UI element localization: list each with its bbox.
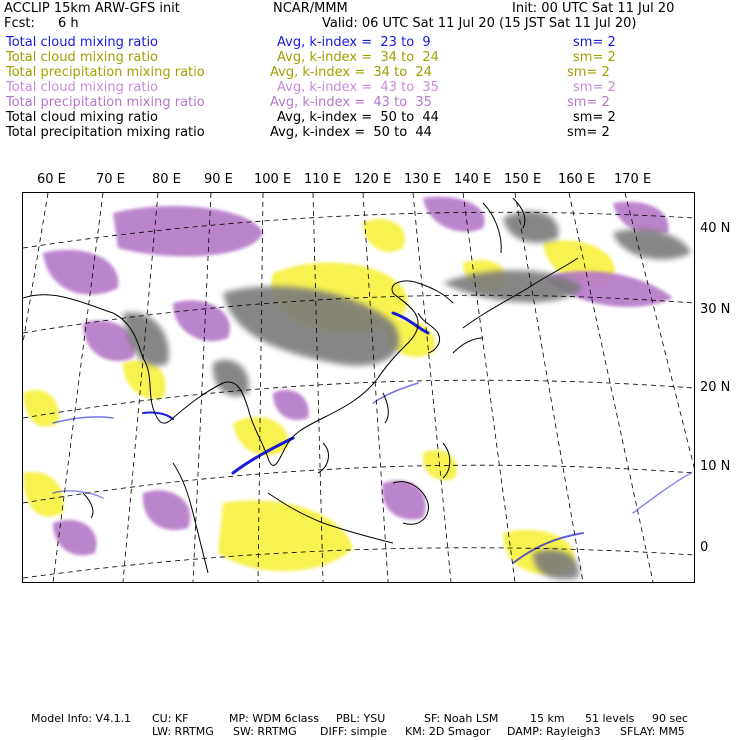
lat-label-10n: 10 N: [700, 459, 731, 474]
lon-label-100e: 100 E: [254, 172, 292, 187]
footer-damp: DAMP: Rayleigh3: [507, 725, 601, 738]
legend-field-2: Total cloud mixing ratio: [6, 50, 159, 65]
init-time: Init: 00 UTC Sat 11 Jul 20: [512, 1, 675, 16]
footer-dt: 90 sec: [652, 712, 689, 725]
legend-sm-6: sm= 2: [573, 110, 616, 125]
title-center: NCAR/MMM: [273, 1, 348, 16]
footer-sflay: SFLAY: MM5: [620, 725, 685, 738]
footer-res: 15 km: [530, 712, 565, 725]
lat-label-0: 0: [700, 540, 709, 555]
legend-avg-1: Avg, k-index = 23 to 9: [277, 35, 431, 50]
map-canvas: [23, 193, 694, 582]
legend-sm-1: sm= 2: [573, 35, 616, 50]
legend-sm-4: sm= 2: [573, 80, 616, 95]
legend-avg-4: Avg, k-index = 43 to 35: [277, 80, 439, 95]
lon-label-90e: 90 E: [204, 172, 233, 187]
footer-sf: SF: Noah LSM: [424, 712, 499, 725]
footer-diff: DIFF: simple: [320, 725, 388, 738]
lon-label-110e: 110 E: [304, 172, 342, 187]
lat-label-40n: 40 N: [700, 221, 731, 236]
lon-label-80e: 80 E: [152, 172, 181, 187]
lon-label-140e: 140 E: [454, 172, 492, 187]
legend-sm-2: sm= 2: [573, 50, 616, 65]
legend-field-3: Total precipitation mixing ratio: [6, 65, 205, 80]
fcst-label: Fcst:: [4, 16, 35, 31]
lon-label-70e: 70 E: [96, 172, 125, 187]
valid-time: Valid: 06 UTC Sat 11 Jul 20 (15 JST Sat 11 Jul 20): [322, 16, 637, 31]
legend-avg-6: Avg, k-index = 50 to 44: [277, 110, 439, 125]
legend-field-4: Total cloud mixing ratio: [6, 80, 159, 95]
footer-sw: SW: RRTMG: [233, 725, 297, 738]
legend-field-1: Total cloud mixing ratio: [6, 35, 159, 50]
legend-avg-2: Avg, k-index = 34 to 24: [277, 50, 439, 65]
lon-label-130e: 130 E: [404, 172, 442, 187]
lat-label-20n: 20 N: [700, 380, 731, 395]
fcst-value: 6 h: [58, 16, 79, 31]
legend-sm-5: sm= 2: [567, 95, 610, 110]
footer-cu: CU: KF: [152, 712, 189, 725]
lon-label-160e: 160 E: [558, 172, 596, 187]
footer-levels: 51 levels: [585, 712, 635, 725]
lon-label-150e: 150 E: [504, 172, 542, 187]
legend-avg-7: Avg, k-index = 50 to 44: [270, 125, 432, 140]
legend-field-6: Total cloud mixing ratio: [6, 110, 159, 125]
lon-label-170e: 170 E: [614, 172, 652, 187]
lat-label-30n: 30 N: [700, 302, 731, 317]
legend-avg-5: Avg, k-index = 43 to 35: [270, 95, 432, 110]
footer-km: KM: 2D Smagor: [405, 725, 491, 738]
legend-sm-7: sm= 2: [567, 125, 610, 140]
lon-label-60e: 60 E: [37, 172, 66, 187]
legend-avg-3: Avg, k-index = 34 to 24: [270, 65, 432, 80]
legend-sm-3: sm= 2: [567, 65, 610, 80]
map-panel: [22, 192, 695, 583]
legend-field-5: Total precipitation mixing ratio: [6, 95, 205, 110]
title-left: ACCLIP 15km ARW-GFS init: [4, 1, 180, 16]
legend-field-7: Total precipitation mixing ratio: [6, 125, 205, 140]
footer-lw: LW: RRTMG: [152, 725, 214, 738]
footer-model-info: Model Info: V4.1.1: [31, 712, 132, 725]
footer-mp: MP: WDM 6class: [229, 712, 319, 725]
lon-label-120e: 120 E: [354, 172, 392, 187]
footer-pbl: PBL: YSU: [336, 712, 386, 725]
